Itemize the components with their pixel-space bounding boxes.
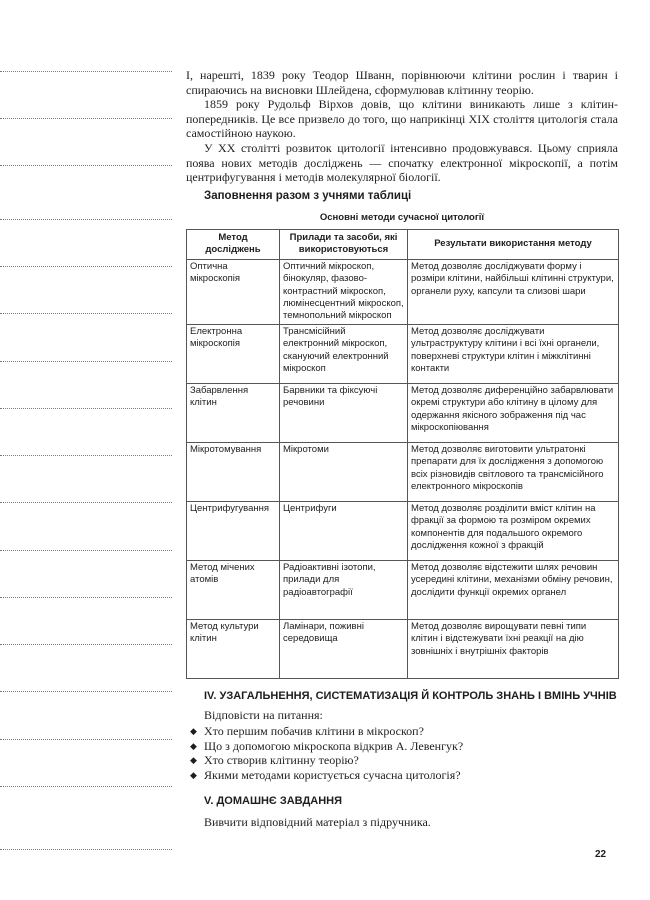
note-line: [0, 71, 172, 72]
diamond-bullet-icon: ◆: [190, 726, 197, 736]
section-4-title: IV. УЗАГАЛЬНЕННЯ, СИСТЕМАТИЗАЦІЯ Й КОНТРОЛЬ ЗНАНЬ І ВМІНЬ УЧНІВ: [204, 690, 617, 702]
question-item: [186, 768, 463, 783]
method-cell: Мікротомування: [187, 442, 280, 501]
tools-cell: Барвники та фіксуючі речовини: [280, 383, 408, 442]
tools-cell: Трансмісійний електронний мікроскоп, скануючий електронний мікроскоп: [280, 324, 408, 383]
note-line: [0, 219, 172, 220]
note-line: [0, 550, 172, 551]
question-text: Що з допомогою мікроскопа відкрив А. Левенгук?: [204, 738, 464, 753]
notes-margin: [0, 0, 172, 900]
method-cell: Метод культури клітин: [187, 619, 280, 678]
note-line: [0, 739, 172, 740]
note-line: [0, 266, 172, 267]
table-header-row: [187, 230, 619, 260]
results-cell: Метод дозволяє досліджувати ультраструктуру клітини і всі їхні органели, поверхневі структури клітин і міжклітинні контакти: [408, 324, 619, 383]
tools-cell: Радіоактивні ізотопи, прилади для радіоавтографії: [280, 560, 408, 619]
table-row: [187, 501, 619, 560]
table-row: [187, 324, 619, 383]
table-caption: Основні методи сучасної цитології: [319, 212, 485, 223]
paragraph: 1859 року Рудольф Вірхов довів, що клітини виникають лише з клітин-попередників. Це все призвело до того, що наприкінці XIX століття цитологія стала самостійною наукою.: [186, 97, 618, 140]
tools-cell: Ламінари, поживні середовища: [280, 619, 408, 678]
tools-cell: Центрифуги: [280, 501, 408, 560]
column-header: Прилади та засоби, які використовуються: [280, 230, 408, 260]
activity-heading: Заповнення разом з учнями таблиці: [204, 190, 412, 202]
table-row: [187, 259, 619, 324]
table-row: [187, 383, 619, 442]
question-item: [186, 753, 463, 768]
tools-cell: Оптичний мікроскоп, бінокуляр, фазово-контрастний мікроскоп, люмінесцентний мікроскоп, темнопольний мікроскоп: [280, 259, 408, 324]
question-list: [186, 724, 463, 782]
method-cell: Електронна мікроскопія: [187, 324, 280, 383]
note-line: [0, 644, 172, 645]
note-line: [0, 165, 172, 166]
results-cell: Метод дозволяє розділити вміст клітин на фракції за формою та розміром окремих компонентів для подальшого окремого дослідження кожної з фракцій: [408, 501, 619, 560]
diamond-bullet-icon: ◆: [190, 740, 197, 751]
paragraph: І, нарешті, 1839 року Теодор Шванн, порівнюючи клітини рослин і тварин і спираючись на висновки Шлейдена, сформулював клітинну теорію.: [186, 68, 618, 97]
results-cell: Метод дозволяє відстежити шлях речовин усередині клітини, механізми обміну речовин, дослідити функції окремих органел: [408, 560, 619, 619]
diamond-bullet-icon: ◆: [190, 755, 197, 766]
question-text: Якими методами користується сучасна цитологія?: [204, 767, 461, 782]
method-cell: Забарвлення клітин: [187, 383, 280, 442]
note-line: [0, 502, 172, 503]
results-cell: Метод дозволяє вирощувати певні типи клітин і відстежувати їхні реакції на дію зовнішніх і внутрішніх факторів: [408, 619, 619, 678]
paragraph: У XX столітті розвиток цитології інтенсивно продовжувався. Цьому сприяла поява нових методів досліджень — спочатку електронної мікроскопії, а потім центрифугування і методів молекулярної біології.: [186, 141, 618, 184]
table-row: [187, 619, 619, 678]
note-line: [0, 455, 172, 456]
table-row: [187, 442, 619, 501]
column-header: Метод досліджень: [187, 230, 280, 260]
section-4-intro: Відповісти на питання:: [204, 708, 323, 722]
tools-cell: Мікротоми: [280, 442, 408, 501]
note-line: [0, 849, 172, 850]
method-cell: Метод мічених атомів: [187, 560, 280, 619]
method-cell: Оптична мікроскопія: [187, 259, 280, 324]
note-line: [0, 597, 172, 598]
table-row: [187, 560, 619, 619]
method-cell: Центрифугування: [187, 501, 280, 560]
methods-table: [186, 229, 619, 679]
diamond-bullet-icon: ◆: [190, 769, 197, 780]
note-line: [0, 361, 172, 362]
question-text: Хто першим побачив клітини в мікроскоп?: [204, 724, 424, 738]
note-line: [0, 786, 172, 787]
question-text: Хто створив клітинну теорію?: [204, 753, 359, 768]
results-cell: Метод дозволяє виготовити ультратонкі препарати для їх дослідження з допомогою всіх різновидів світлового та трансмісійного електронного мікроскопів: [408, 442, 619, 501]
note-line: [0, 313, 172, 314]
section-5-title: V. ДОМАШНЄ ЗАВДАННЯ: [204, 795, 343, 807]
note-line: [0, 691, 172, 692]
section-5-text: Вивчити відповідний матеріал з підручника.: [204, 815, 431, 829]
question-item: [186, 724, 463, 739]
column-header: Результати використання методу: [408, 230, 619, 260]
note-line: [0, 118, 172, 119]
page-number: 22: [595, 849, 607, 860]
question-item: [186, 739, 463, 754]
results-cell: Метод дозволяє диференційно забарвлювати окремі структури або клітину в цілому для одержання якісного зображення під час мікроскопіювання: [408, 383, 619, 442]
results-cell: Метод дозволяє досліджувати форму і розміри клітини, найбільші клітинні структури, органели руху, капсули та слизові шари: [408, 259, 619, 324]
note-line: [0, 408, 172, 409]
